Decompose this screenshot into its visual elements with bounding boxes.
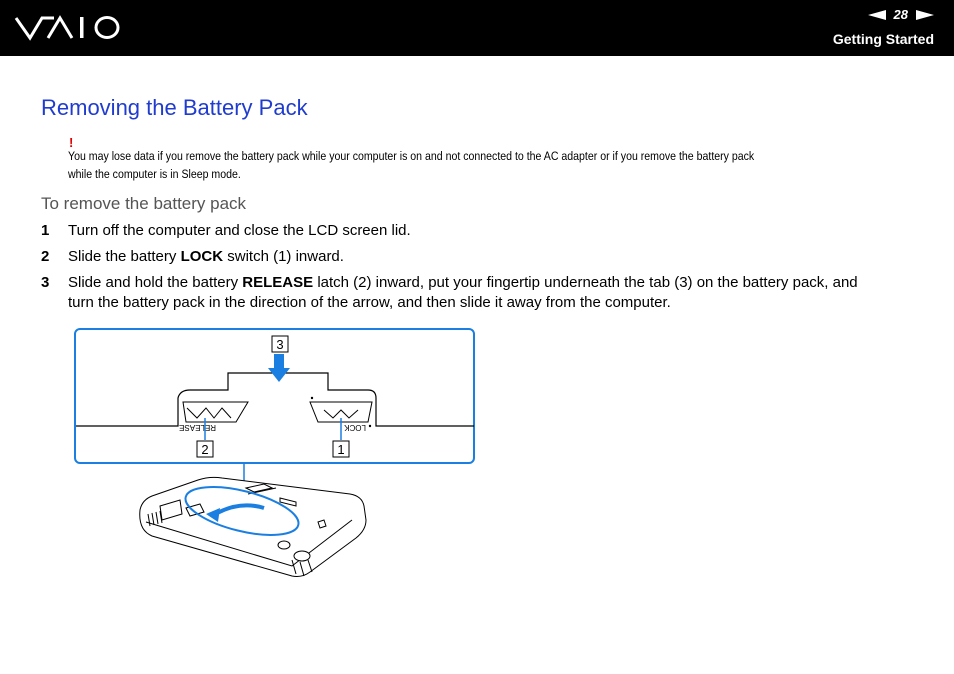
section-title: Getting Started — [832, 31, 934, 47]
step-text: Turn off the computer and close the LCD screen lid. — [68, 222, 411, 239]
page-title: Removing the Battery Pack — [41, 95, 308, 120]
svg-text:2: 2 — [201, 442, 209, 457]
callout-1 — [333, 441, 349, 457]
warning-line-2: while the computer is in Sleep mode. — [68, 167, 241, 181]
lock-label: LOCK — [344, 423, 366, 432]
step-text: Slide the battery LOCK switch (1) inward. — [68, 248, 344, 265]
step-number: 3 — [41, 274, 50, 291]
step-number: 1 — [41, 222, 50, 239]
svg-text:3: 3 — [276, 337, 284, 352]
callout-3 — [272, 336, 288, 352]
procedure-heading: To remove the battery pack — [41, 194, 247, 213]
step-number: 2 — [41, 248, 50, 265]
svg-text:1: 1 — [337, 442, 345, 457]
release-label: RELEASE — [179, 423, 216, 432]
callout-2 — [197, 441, 213, 457]
release-keyword: RELEASE — [242, 274, 314, 291]
warning-icon: ! — [69, 135, 74, 150]
page-number: 28 — [893, 7, 908, 22]
warning-line-1: You may lose data if you remove the battery pack while your computer is on and not connected to the AC adapter or if you remove the battery pack — [68, 149, 755, 163]
step-text: Slide and hold the battery RELEASE latch (2) inward, put your fingertip underneath the tab (3) on the battery pack, and turn the battery pack in the direction of the arrow, and then slide it away from the computer. — [68, 274, 858, 311]
lock-keyword: LOCK — [180, 248, 224, 265]
